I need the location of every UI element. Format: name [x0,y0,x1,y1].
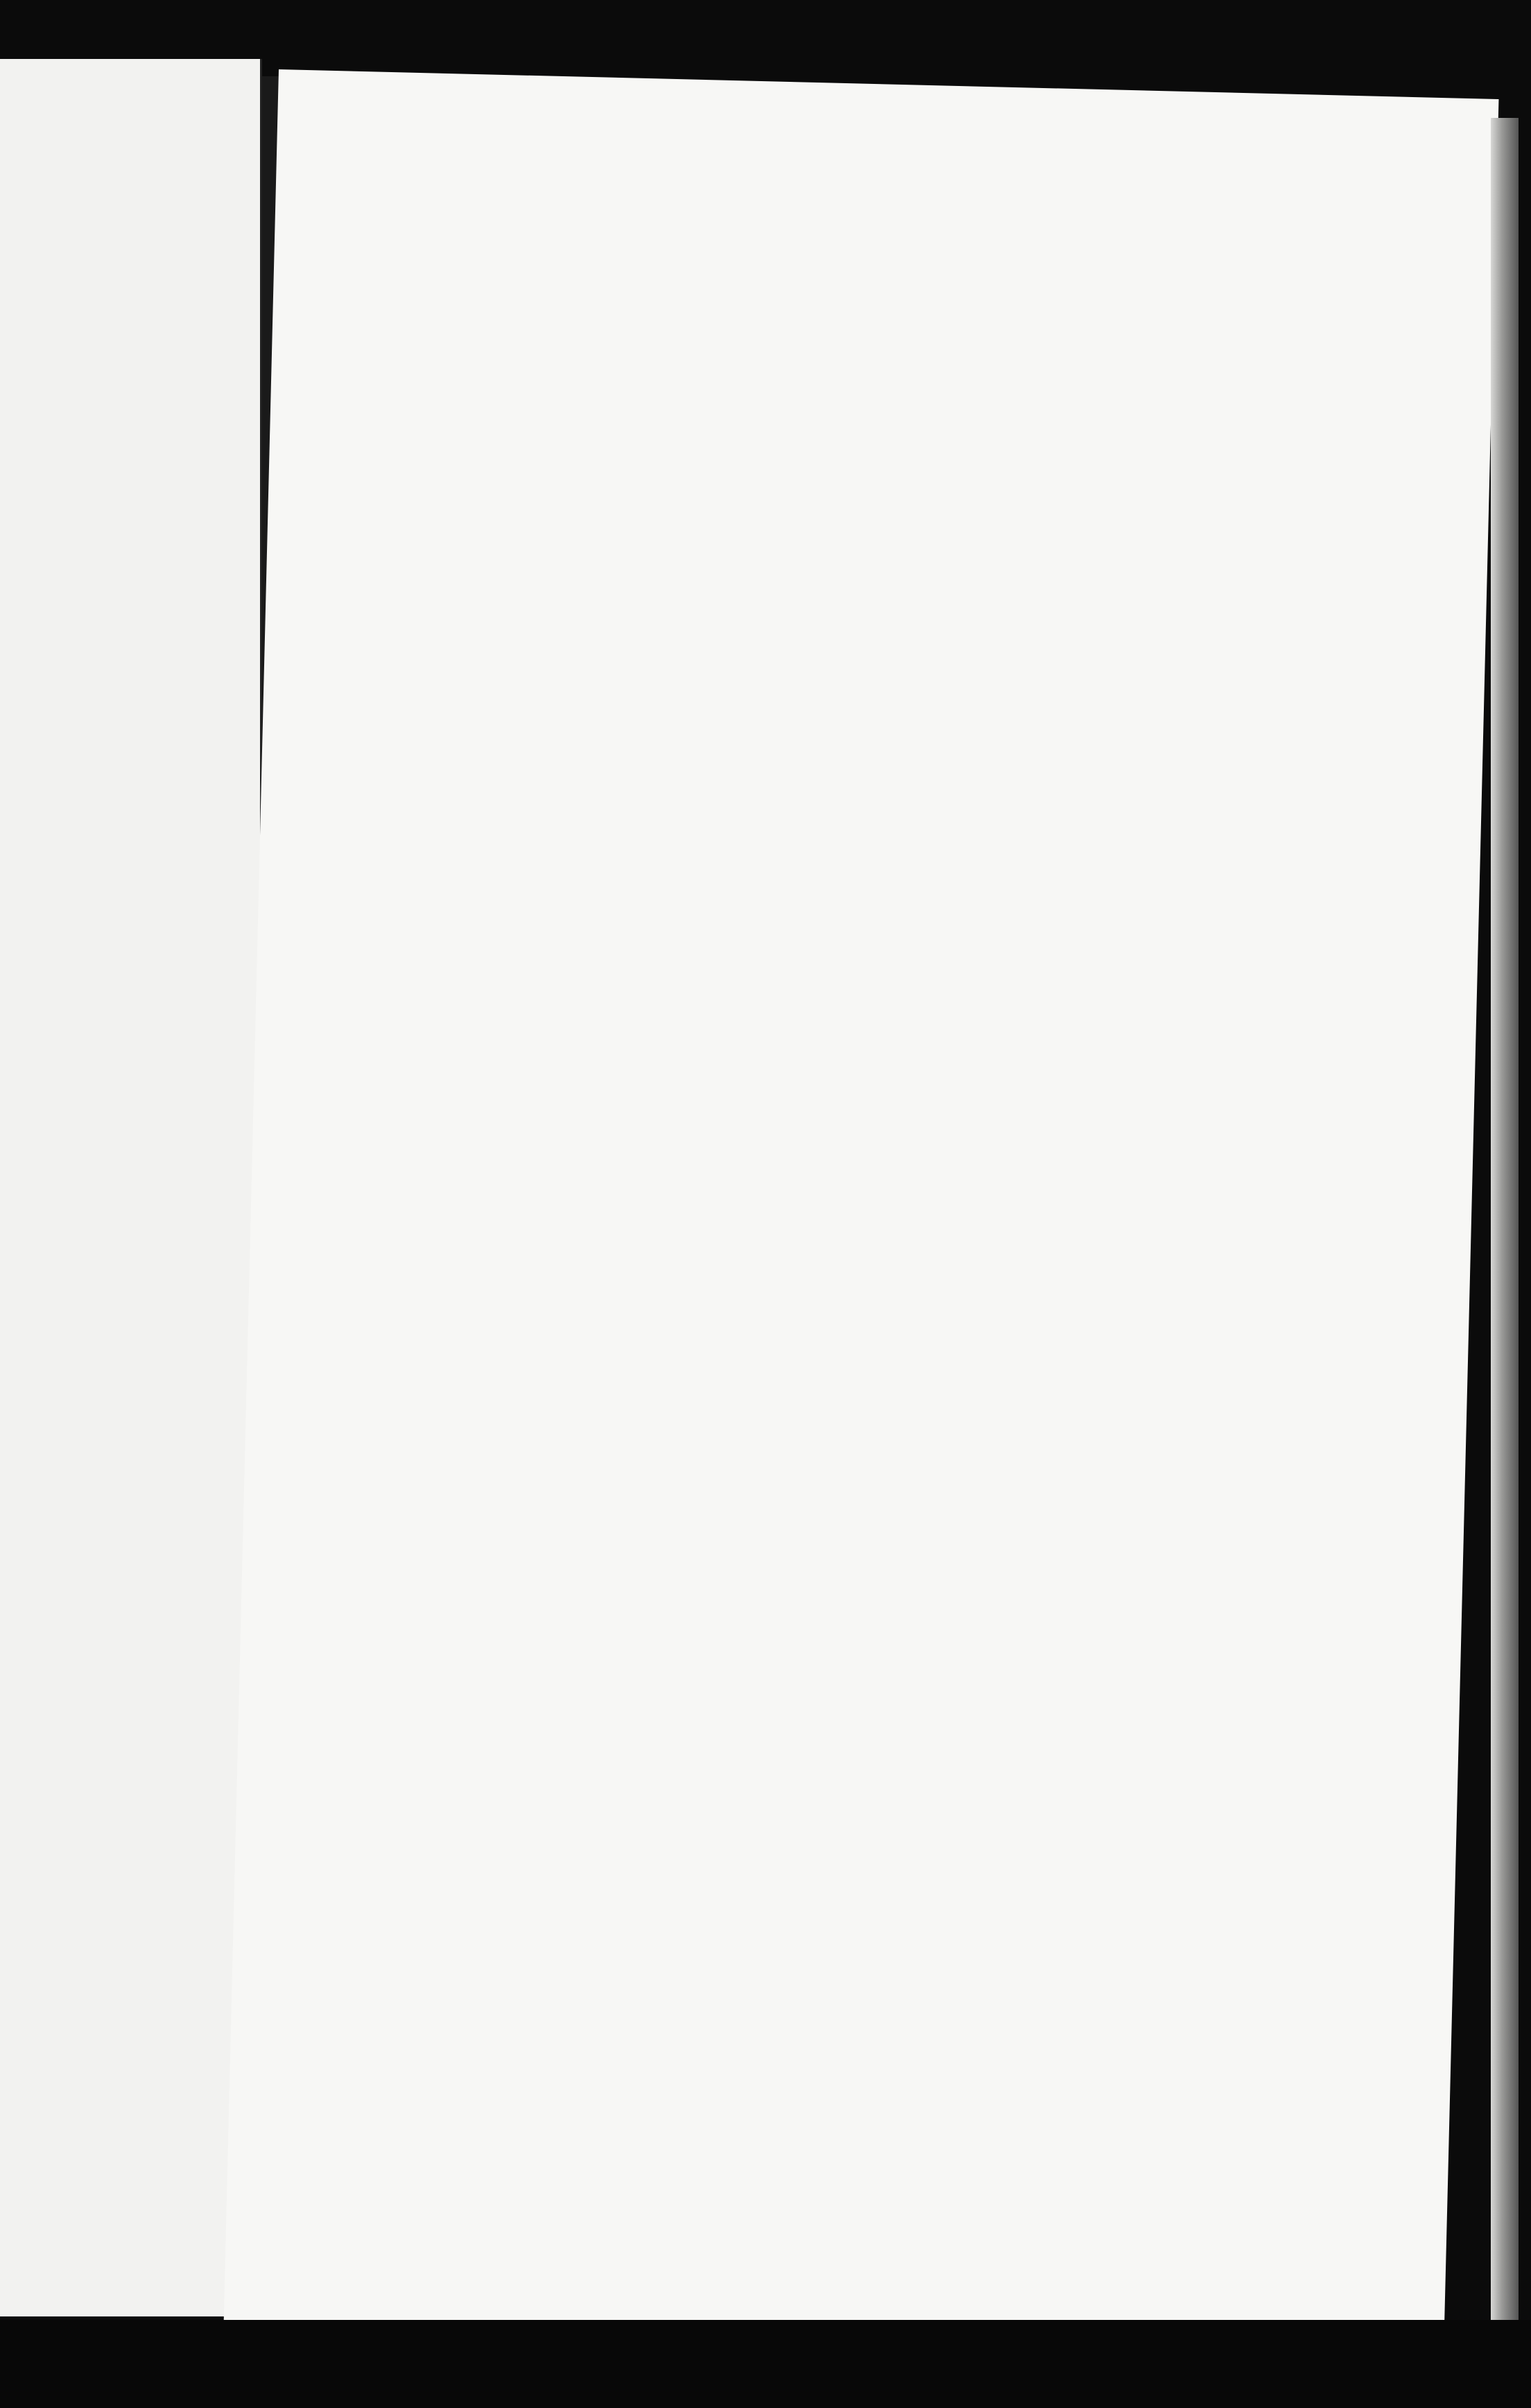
body-text [279,69,1498,99]
right-page [223,69,1498,2387]
left-page [0,59,262,2316]
scan-shadow [0,2320,1531,2408]
page-edge [1491,118,1519,2386]
